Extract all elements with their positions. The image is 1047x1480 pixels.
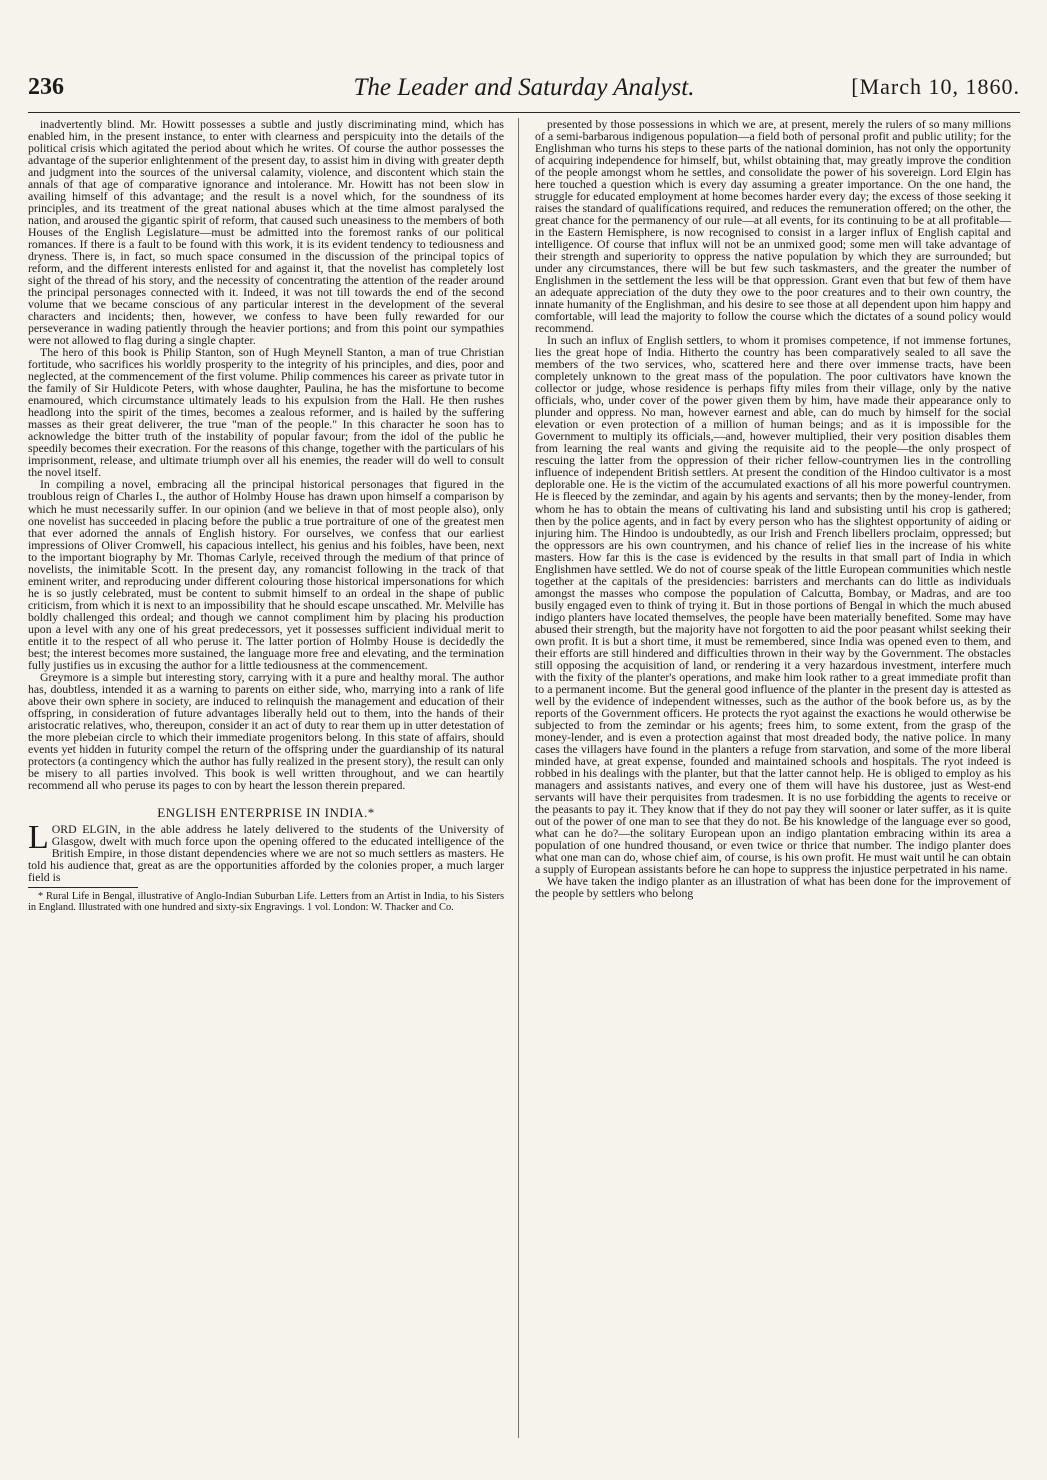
right-column (535, 118, 1011, 899)
paragraph: inadvertently blind. Mr. Howitt possesses a subtle and justly discriminating mind, which has enabled him, in the present instance, to enter with clearness and perspicuity into the details of the political crisis which agitated the period about which he writes. Of course the author possesses the advantage of the superior enlightenment of the present day, to assist him in diving with greater depth and judgment into the sources of the universal calamity, violence, and discontent which stain the annals of that age of comparative ignorance and intolerance. Mr. Howitt has not been slow in availing himself of this advantage; and the result is a novel which, for the soundness of its principles, and its treatment of the great national abuses which at the time almost paralysed the nation, and aroused the gigantic spirit of reform, that caused such uneasiness to the members of both Houses of the English Legislature—must be admitted into the foremost ranks of our political romances. If there is a fault to be found with this work, it is its evident tendency to tediousness and dryness. There is, in fact, so much space consumed in the discussion of the principal topics of reform, and the different interests enlisted for and against it, that the novelist has completely lost sight of the thread of his story, and the necessity of concentrating the attention of the reader around the principal personages connected with it. Indeed, it was not till towards the end of the second volume that we became conscious of any particular interest in the development of the several characters and incidents; then, however, we confess to have been fully rewarded for our perseverance in wading patiently through the heavier portions; and from this point our sympathies were not allowed to flag during a single chapter. (28, 117, 504, 348)
paragraph: We have taken the indigo planter as an illustration of what has been done for the improvement of the people by settlers who belong (535, 873, 1011, 900)
left-column (28, 118, 504, 913)
section-intro (28, 818, 504, 884)
drop-cap: L (28, 818, 49, 856)
section-heading: ENGLISH ENTERPRISE IN INDIA.* (157, 804, 375, 820)
footnote: * Rural Life in Bengal, illustrative of Anglo-Indian Suburban Life. Letters from an Artist in India, to his Sisters in England. Illustrated with one hundred and sixty-six Engravings. 1 vol. London: W. Thacker and Co. (28, 890, 504, 913)
paragraph: presented by those possessions in which we are, at present, merely the rulers of so many millions of a semi-barbarous indigenous population—a field both of personal profit and public utility; for the Englishman who turns his steps to these parts of the national dominion, has not only the opportunity of acquiring independence for himself, but, whilst obtaining that, may greatly improve the condition of the people amongst whom he settles, and consolidate the power of his sovereign. Lord Elgin has here touched a question which is every day assuming a greater importance. On the one hand, the struggle for educated employment at home becomes harder every day; the excess of those seeking it raises the standard of qualifications required, and reduces the remuneration offered; on the other, the great chance for the permanency of our rule—at all events, for its continuing to be at all profitable—in the Eastern Hemisphere, is now recognised to consist in a larger influx of English capital and intelligence. Of course that influx will not be an unmixed good; some men will take advantage of their strength and superiority to oppress the native population by which they are surrounded; but under any circumstances, there will be but few such taskmasters, and the greater the number of Englishmen in the settlement the less will be that oppression. Grant even that but few of them have an adequate appreciation of the duty they owe to the poor creatures and to their own country, the innate humanity of the Englishman, and his desire to see those at all dependent upon him happy and comfortable, will lead the majority to follow the course which the dictates of a sound policy would recommend. (535, 117, 1011, 336)
page-header (28, 72, 1020, 113)
section-paragraph: ORD ELGIN, in the able address he lately delivered to the students of the University of Glasgow, dwelt with much force upon the opening offered to the educated intelligence of the British Empire, in those distant dependencies where we are not so much settlers as masters. He told his audience that, great as are the opportunities afforded by the colonies proper, a much larger field is (28, 821, 504, 884)
column-divider (518, 118, 519, 1438)
paragraph: Greymore is a simple but interesting story, carrying with it a pure and healthy moral. The author has, doubtless, intended it as a warning to parents on either side, who, marrying into a rank of life above their own sphere in society, are induced to relinquish the management and education of their offspring, in consideration of future advantages liberally held out to them, into the hands of their aristocratic relatives, who, thereupon, consider it an act of duty to rear them up in utter detestation of the more plebeian circle to which their immediate progenitors belong. In this state of affairs, should events yet hidden in futurity compel the return of the offspring under the guardianship of its natural protectors (a contingency which the author has fully realized in the present story), the result can only be misery to all parties involved. This book is well written throughout, and we can heartily recommend all who peruse its pages to con by heart the lesson therein prepared. (28, 669, 504, 792)
issue-date: [March 10, 1860. (851, 74, 1020, 99)
journal-title: The Leader and Saturday Analyst. (353, 74, 695, 101)
paragraph: In such an influx of English settlers, to whom it promises competence, if not immense fortunes, lies the great hope of India. Hitherto the country has been comparatively sealed to all save the members of the two services, who, scattered here and there over immense tracts, have been completely unknown to the great mass of the population. The poor cultivators have known the collector or judge, whose residence is perhaps fifty miles from their village, only by the native officials, who, under cover of the power given them by him, have made their appearance only to plunder and oppress. No man, however earnest and able, can do much by himself for the social elevation or even protection of a million of human beings; and as it is impossible for the Government to multiply its officials,—and, however multiplied, their very position disables them from learning the real wants and giving the requisite aid to the people—the only prospect of rescuing the latter from the oppression of their richer fellow-countrymen lies in the controlling influence of independent British settlers. At present the condition of the Hindoo cultivator is a most deplorable one. He is the victim of the accumulated exactions of all his more powerful countrymen. He is fleeced by the zemindar, and again by his agents and servants; then by the money-lender, from whom he has to obtain the means of cultivating his land and subsisting until his crop is gathered; then by the police agents, and in fact by every person who has the slightest opportunity of aiding or injuring him. The Hindoo is undoubtedly, as our Irish and French libellers proclaim, oppressed; but the oppressors are his own countrymen, and his chance of relief lies in the increase of his white masters. How far this is the case is evidenced by the results in that small part of India in which Englishmen have settled. We do not of course speak of the little European communities which nestle together at the capitals of the presidencies: barristers and merchants can do little as individuals amongst the masses who compose the population of Calcutta, Bombay, or Madras, and are too busily engaged even to think of trying it. But in those portions of Bengal in which the much abused indigo planters have located themselves, the people have been materially benefited. Some may have abused their strength, but the majority have not forgotten to aid the poor peasant whilst seeking their own profit. It is but a short time, it must be remembered, since India was opened even to them, and their efforts are still hindered and difficulties thrown in their way by the Government. The obstacles still opposing the acquisition of land, or rendering it a very hazardous investment, interfere much with the fixity of the planter's operations, and make him look rather to a great immediate profit than to a permanent income. But the general good influence of the planter in the present day is attested as well by the evidence of independent witnesses, such as the author of the book before us, as by the reports of the Government officers. He protects the ryot against the exactions he would otherwise be subjected to from the zemindar or his agents; frees him, to some extent, from the grasp of the money-lender, and is even a protection against that most dreaded body, the native police. In many cases the villagers have found in the planters a refuge from starvation, and some of the more liberal minded have, at great expense, founded and maintained schools and hospitals. The ryot indeed is robbed in his dealings with the planter, but that the latter cannot help. He is obliged to employ as his managers and assistants natives, and every one of them will have his dustoree, just as West-end servants will have their perquisites from tradesmen. It is no use forbidding the agents to receive or the peasants to pay it. They know that if they do not pay they will sooner or later suffer, as it is quite out of the power of one man to see that they do not. Be his knowledge of the language ever so good, what can he do?—the solitary European upon an indigo plantation embracing within its area a population of one hundred thousand, or even twice or thrice that number. The indigo planter does what one man can do, whose chief aim, of course, is his own profit. He must wait until he can obtain a supply of European assistants before he can hope to suppress the injustice perpetrated in his name. (535, 333, 1011, 876)
page-number: 236 (28, 74, 64, 100)
paragraph: In compiling a novel, embracing all the principal historical personages that figured in the troublous reign of Charles I., the author of Holmby House has drawn upon himself a comparison by which he must necessarily suffer. In our opinion (and we believe in that of most people also), only one novelist has succeeded in placing before the public a true portraiture of one of the greatest men that ever adorned the annals of English history. For ourselves, we confess that our earliest impressions of Oliver Cromwell, his capacious intellect, his genius and his foibles, have been, next to the important biography by Mr. Thomas Carlyle, received through the medium of that prince of novelists, the inimitable Scott. In the present day, any romancist following in the track of that eminent writer, and reproducing under different colouring those historical impersonations for which he is so justly celebrated, must be content to submit himself to an ordeal in the shape of public criticism, from which it is next to an impossibility that he should escape unscathed. Mr. Melville has boldly challenged this ordeal; and though we cannot compliment him by placing his production upon a level with any one of his great predecessors, yet it possesses sufficient individual merit to entitle it to the respect of all who peruse it. The latter portion of Holmby House is decidedly the best; the interest becomes more sustained, the language more free and elevating, and the termination fully justifies us in excusing the author for a little tediousness at the commencement. (28, 477, 504, 672)
paragraph: The hero of this book is Philip Stanton, son of Hugh Meynell Stanton, a man of true Christian fortitude, who sacrifices his worldly prosperity to the integrity of his principles, and dies, poor and neglected, at the commencement of the first volume. Philip commences his career as private tutor in the family of Sir Huldicote Peters, with whose daughter, Paulina, he has the misfortune to become enamoured, which circumstance ultimately leads to his expulsion from the Hall. He then rushes headlong into the spirit of the times, becomes a zealous reformer, and is hailed by the suffering masses as their great deliverer, the true "man of the people." In this character he soon has to acknowledge the bitter truth of the instability of popular favour; from the idol of the public he speedily becomes their execration. For the reasons of this change, together with the particulars of his imprisonment, release, and ultimate triumph over all his enemies, the reader will do well to consult the novel itself. (28, 345, 504, 480)
footnote-rule (28, 887, 138, 888)
